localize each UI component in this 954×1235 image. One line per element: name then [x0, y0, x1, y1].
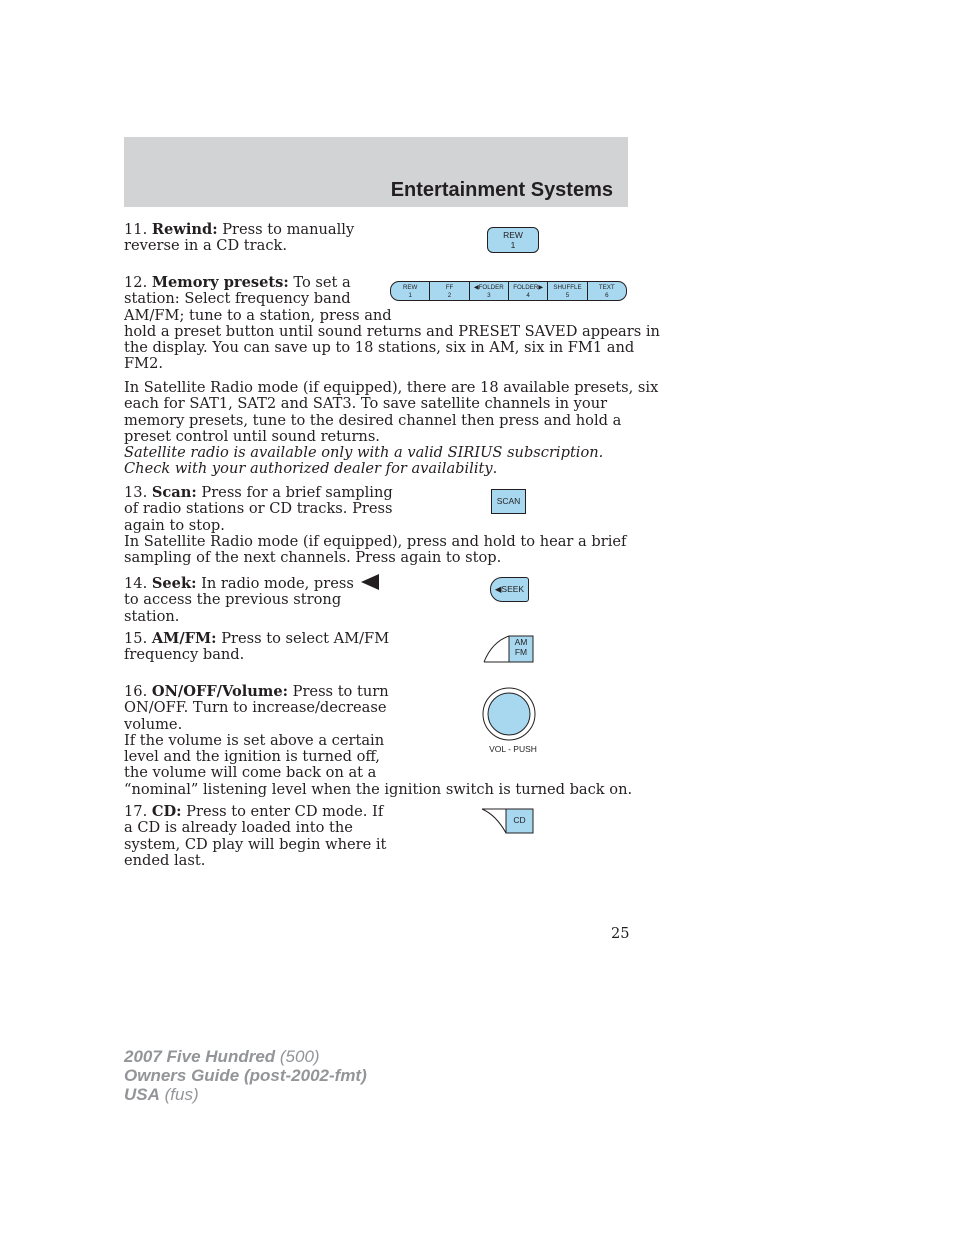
rew-button-illustration: REW 1	[487, 227, 539, 253]
left-arrow-icon	[361, 574, 379, 590]
preset-button-6: TEXT 6	[587, 282, 626, 300]
preset-button-3: ◀FOLDER 3	[469, 282, 508, 300]
document-footer: 2007 Five Hundred (500) Owners Guide (post-2002-fmt) USA (fus)	[124, 1047, 367, 1104]
satellite-presets-description: In Satellite Radio mode (if equipped), there are 18 available presets, six each for SAT1, SAT2 and SAT3. To save satellite channels in your memory presets, tune to the desired channel then press and hold a preset control until sound returns. Satellite radio is available only with a valid SIRIUS subscription. Check with your authorized dealer for availability.	[124, 379, 659, 478]
rewind-description: 11. Rewind: Press to manually reverse in a CD track.	[124, 221, 355, 255]
preset-button-5: SHUFFLE 5	[547, 282, 586, 300]
amfm-button-label: AM FM	[514, 637, 528, 657]
cd-button-label: CD	[513, 815, 526, 825]
satellite-note: Satellite radio is available only with a valid SIRIUS subscription.	[124, 444, 604, 462]
scan-button-illustration: SCAN	[491, 489, 526, 514]
preset-button-4: FOLDER▶ 4	[508, 282, 547, 300]
seek-button-illustration: ◀SEEK	[490, 577, 529, 602]
seek-description: 14. Seek: In radio mode, press to access the previous strong station.	[124, 574, 379, 625]
section-header-bar	[124, 137, 628, 207]
amfm-description: 15. AM/FM: Press to select AM/FM frequency band.	[124, 630, 390, 664]
cd-description: 17. CD: Press to enter CD mode. If a CD is already loaded into the system, CD play will begin where it ended last.	[124, 803, 387, 869]
volume-knob-label: VOL - PUSH	[489, 744, 537, 754]
preset-button-2: FF 2	[429, 282, 468, 300]
page-number: 25	[611, 925, 630, 942]
preset-buttons-illustration	[390, 281, 627, 301]
section-title: Entertainment Systems	[390, 179, 613, 201]
volume-description: 16. ON/OFF/Volume: Press to turn ON/OFF. Turn to increase/decrease volume. If the volume is set above a certain level and the ignition is turned off, the volume will come back on at a “nominal” listening level when the ignition switch is turned back on.	[124, 683, 633, 798]
volume-knob-illustration	[482, 687, 538, 743]
memory-presets-description: 12. Memory presets: To set a station: Select frequency band AM/FM; tune to a station, press and hold a preset button until sound returns and PRESET SAVED appears in the display. You can save up to 18 stations, six in AM, six in FM1 and FM2.	[124, 274, 660, 373]
preset-button-1: REW 1	[402, 284, 418, 299]
scan-description: 13. Scan: Press for a brief sampling of radio stations or CD tracks. Press again to stop. In Satellite Radio mode (if equipped), press and hold to hear a brief sampling of the next channels. Press again to stop.	[124, 484, 627, 567]
